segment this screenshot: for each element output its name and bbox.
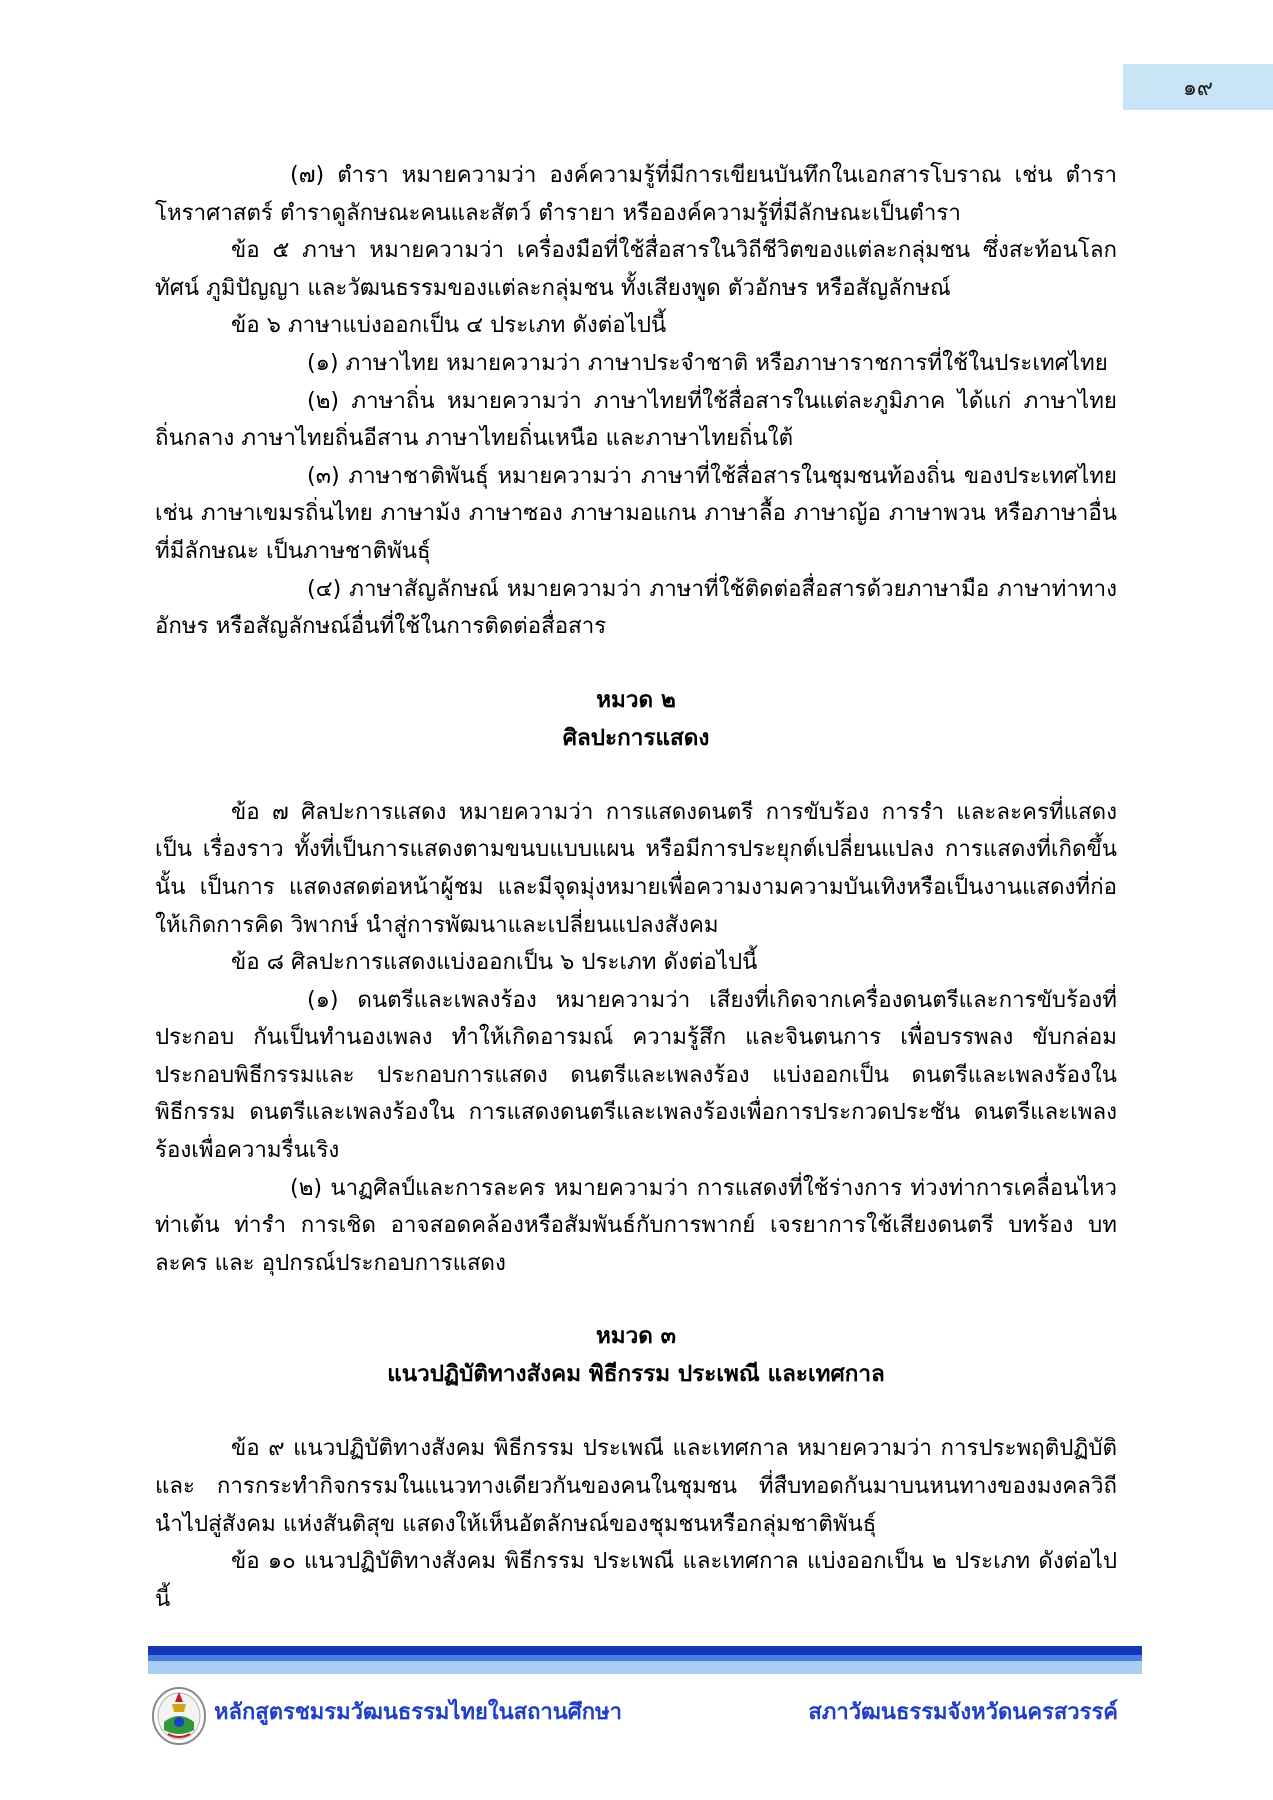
spacer [155,1282,1117,1317]
paragraph-item-7-textbook: (๗) ตำรา หมายความว่า องค์ความรู้ที่มีการเขียนบันทึกในเอกสารโบราณ เช่น ตำรา โหราศาสตร์ ตำราดูลักษณะคนและสัตว์ ตำรายา หรือองค์ความรู้ที่มีลักษณะเป็นตำรา [155,162,1117,226]
spacer [155,757,1117,794]
spacer [155,646,1117,681]
page-number: ๑๙ [1123,64,1273,110]
paragraph-item-3-ethnic-language: (๓) ภาษาชาติพันธุ์ หมายความว่า ภาษาที่ใช้สื่อสารในชุมชนท้องถิ่น ของประเทศไทย เช่น ภาษาเขมรถิ่นไทย ภาษาม้ง ภาษาซอง ภาษามอแกน ภาษาลื้อ ภาษาญ้อ ภาษาพวน หรือภาษาอื่นที่มีลักษณะ เป็นภาษชาติพันธุ์ [155,462,1117,564]
document-body [155,157,1117,1618]
paragraph-item-2-dance: (๒) นาฏศิลป์และการละคร หมายความว่า การแสดงที่ใช้ร่างการ ท่วงท่าการเคลื่อนไหว ท่าเต้น ท่ารำ การเชิด อาจสอดคล้องหรือสัมพันธ์กับการพากย์ เจรยาการใช้เสียงดนตรี บทร้อง บทละคร และ อุปกรณ์ประกอบการแสดง [155,1174,1117,1276]
paragraph-article-5: ข้อ ๕ ภาษา หมายความว่า เครื่องมือที่ใช้สื่อสารในวิถีชีวิตของแต่ละกลุ่มชน ซึ่งสะท้อนโลกทัศน์ ภูมิปัญญา และวัฒนธรรมของแต่ละกลุ่มชน ทั้งเสียงพูด ตัวอักษร หรือสัญลักษณ์ [155,237,1117,301]
footer-divider-light [148,1661,1142,1674]
paragraph-article-8: ข้อ ๘ ศิลปะการแสดงแบ่งออกเป็น ๖ ประเภท ดังต่อไปนี้ [231,949,758,976]
paragraph-article-9: ข้อ ๙ แนวปฏิบัติทางสังคม พิธีกรรม ประเพณี และเทศกาล หมายความว่า การประพฤติปฏิบัติและ การกระทำกิจกรรมในแนวทางเดียวกันของคนในชุมชน ที่สืบทอดกันมาบนหนทางของมงคลวิถี นำไปสู่สังคม แห่งสันติสุข แสดงให้เห็นอัตลักษณ์ของชุมชนหรือกลุ่มชาติพันธุ์ [155,1435,1117,1537]
footer-divider-dark [148,1646,1142,1655]
footer-council-name: สภาวัฒนธรรมจังหวัดนครสวรรค์ [808,1700,1118,1725]
section-2-chapter: หมวด ๒ [596,686,676,713]
spacer [155,1393,1117,1430]
paragraph-item-1-thai-language: (๑) ภาษาไทย หมายความว่า ภาษาประจำชาติ หรือภาษาราชการที่ใช้ในประเทศไทย [307,349,1108,376]
paragraph-article-6: ข้อ ๖ ภาษาแบ่งออกเป็น ๔ ประเภท ดังต่อไปนี้ [231,312,667,339]
cultural-council-emblem-icon [150,1682,208,1746]
paragraph-article-10: ข้อ ๑๐ แนวปฏิบัติทางสังคม พิธีกรรม ประเพณี และเทศกาล แบ่งออกเป็น ๒ ประเภท ดังต่อไปนี้ [155,1548,1117,1612]
section-3-title: แนวปฏิบัติทางสังคม พิธีกรรม ประเพณี และเทศกาล [387,1361,885,1388]
paragraph-item-4-sign-language: (๔) ภาษาสัญลักษณ์ หมายความว่า ภาษาที่ใช้ติดต่อสื่อสารด้วยภาษามือ ภาษาท่าทาง อักษร หรือสัญลักษณ์อื่นที่ใช้ในการติดต่อสื่อสาร [155,575,1117,640]
paragraph-article-7: ข้อ ๗ ศิลปะการแสดง หมายความว่า การแสดงดนตรี การขับร้อง การรำ และละครที่แสดงเป็น เรื่องราว ทั้งที่เป็นการแสดงตามขนบแบบแผน หรือมีการประยุกต์เปลี่ยนแปลง การแสดงที่เกิดขึ้นนั้น เป็นการ แสดงสดต่อหน้าผู้ชม และมีจุดมุ่งหมายเพื่อความงามความบันเทิงหรือเป็นงานแสดงที่ก่อให้เกิดการคิด วิพากษ์ นำสู่การพัฒนาและเปลี่ยนแปลงสังคม [155,798,1117,938]
paragraph-item-1-music: (๑) ดนตรีและเพลงร้อง หมายความว่า เสียงที่เกิดจากเครื่องดนตรีและการขับร้องที่ประกอบ กันเป็นทำนองเพลง ทำให้เกิดอารมณ์ ความรู้สึก และจินตนการ เพื่อบรรพลง ขับกล่อม ประกอบพิธีกรรมและ ประกอบการแสดง ดนตรีและเพลงร้อง แบ่งออกเป็น ดนตรีและเพลงร้องในพิธีกรรม ดนตรีและเพลงร้องใน การแสดงดนตรีและเพลงร้องเพื่อการประกวดประชัน ดนตรีและเพลงร้องเพื่อความรื่นเริง [155,986,1117,1164]
section-2-title: ศิลปะการแสดง [562,724,710,751]
section-3-chapter: หมวด ๓ [595,1323,677,1350]
paragraph-item-2-dialect: (๒) ภาษาถิ่น หมายความว่า ภาษาไทยที่ใช้สื่อสารในแต่ละภูมิภาค ได้แก่ ภาษาไทยถิ่นกลาง ภาษาไทยถิ่นอีสาน ภาษาไทยถิ่นเหนือ และภาษาไทยถิ่นใต้ [155,387,1117,452]
footer-course-title: หลักสูตรชมรมวัฒนธรรมไทยในสถานศึกษา [214,1700,622,1725]
